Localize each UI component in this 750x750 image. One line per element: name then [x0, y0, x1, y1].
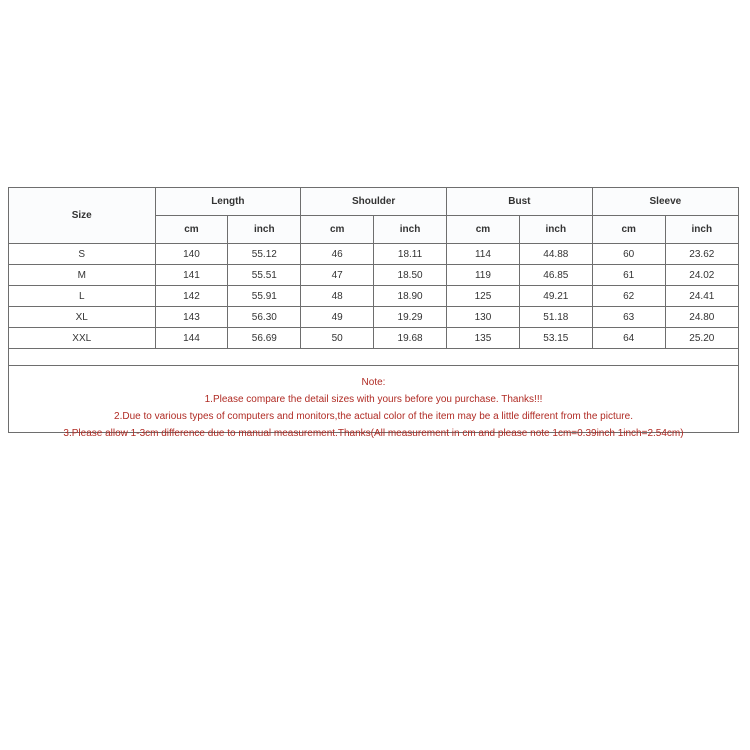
sleeve-cm-header: cm [592, 216, 665, 244]
table-cell: 46.85 [519, 265, 592, 286]
size-cell: S [9, 244, 155, 265]
table-cell: 19.68 [374, 328, 447, 349]
note-line-1: 1.Please compare the detail sizes with yours before you purchase. Thanks!!! [204, 394, 543, 405]
table-cell: 25.20 [665, 328, 738, 349]
table-cell: 61 [592, 265, 665, 286]
table-cell: 44.88 [519, 244, 592, 265]
table-row [9, 307, 738, 328]
table-cell: 55.51 [228, 265, 301, 286]
table-cell: 50 [301, 328, 374, 349]
table-cell: 51.18 [519, 307, 592, 328]
size-chart [8, 187, 739, 439]
table-cell: 125 [447, 286, 520, 307]
note-line-3: 3.Please allow 1-3cm difference due to manual measurement.Thanks(All measurement in cm and please note 1cm=0.39inch 1inch=2.54cm) [63, 428, 684, 439]
table-cell: 141 [155, 265, 228, 286]
table-cell: 140 [155, 244, 228, 265]
table-cell: 114 [447, 244, 520, 265]
table-cell: 55.12 [228, 244, 301, 265]
table-cell: 62 [592, 286, 665, 307]
table-cell: 143 [155, 307, 228, 328]
table-cell: 53.15 [519, 328, 592, 349]
table-cell: 60 [592, 244, 665, 265]
table-cell: 49 [301, 307, 374, 328]
sleeve-header: Sleeve [592, 188, 738, 216]
bust-header: Bust [447, 188, 593, 216]
table-cell: 24.02 [665, 265, 738, 286]
length-inch-header: inch [228, 216, 301, 244]
bust-cm-header: cm [447, 216, 520, 244]
table-cell: 64 [592, 328, 665, 349]
table-cell: 23.62 [665, 244, 738, 265]
size-column-header: Size [9, 188, 155, 244]
table-cell: 18.90 [374, 286, 447, 307]
size-cell: XXL [9, 328, 155, 349]
table-cell: 47 [301, 265, 374, 286]
table-row [9, 265, 738, 286]
bust-inch-header: inch [519, 216, 592, 244]
table-cell: 130 [447, 307, 520, 328]
table-cell: 144 [155, 328, 228, 349]
table-cell: 55.91 [228, 286, 301, 307]
table-row [9, 286, 738, 307]
table-cell: 49.21 [519, 286, 592, 307]
table-cell: 63 [592, 307, 665, 328]
table-cell: 119 [447, 265, 520, 286]
table-cell: 56.30 [228, 307, 301, 328]
length-header: Length [155, 188, 301, 216]
shoulder-cm-header: cm [301, 216, 374, 244]
table-cell: 135 [447, 328, 520, 349]
shoulder-header: Shoulder [301, 188, 447, 216]
table-cell: 56.69 [228, 328, 301, 349]
table-cell: 19.29 [374, 307, 447, 328]
note-line-2: 2.Due to various types of computers and monitors,the actual color of the item may be a little different from the picture. [114, 411, 633, 422]
table-row [9, 244, 738, 265]
table-header-row [9, 188, 738, 216]
table-cell: 18.11 [374, 244, 447, 265]
note-section [9, 365, 738, 442]
shoulder-inch-header: inch [374, 216, 447, 244]
table-cell: 48 [301, 286, 374, 307]
length-cm-header: cm [155, 216, 228, 244]
table-row [9, 328, 738, 349]
size-table [9, 188, 738, 349]
sleeve-inch-header: inch [665, 216, 738, 244]
table-cell: 18.50 [374, 265, 447, 286]
size-cell: M [9, 265, 155, 286]
size-cell: L [9, 286, 155, 307]
note-title: Note: [361, 377, 386, 388]
table-cell: 142 [155, 286, 228, 307]
table-cell: 24.41 [665, 286, 738, 307]
table-cell: 24.80 [665, 307, 738, 328]
size-cell: XL [9, 307, 155, 328]
table-cell: 46 [301, 244, 374, 265]
